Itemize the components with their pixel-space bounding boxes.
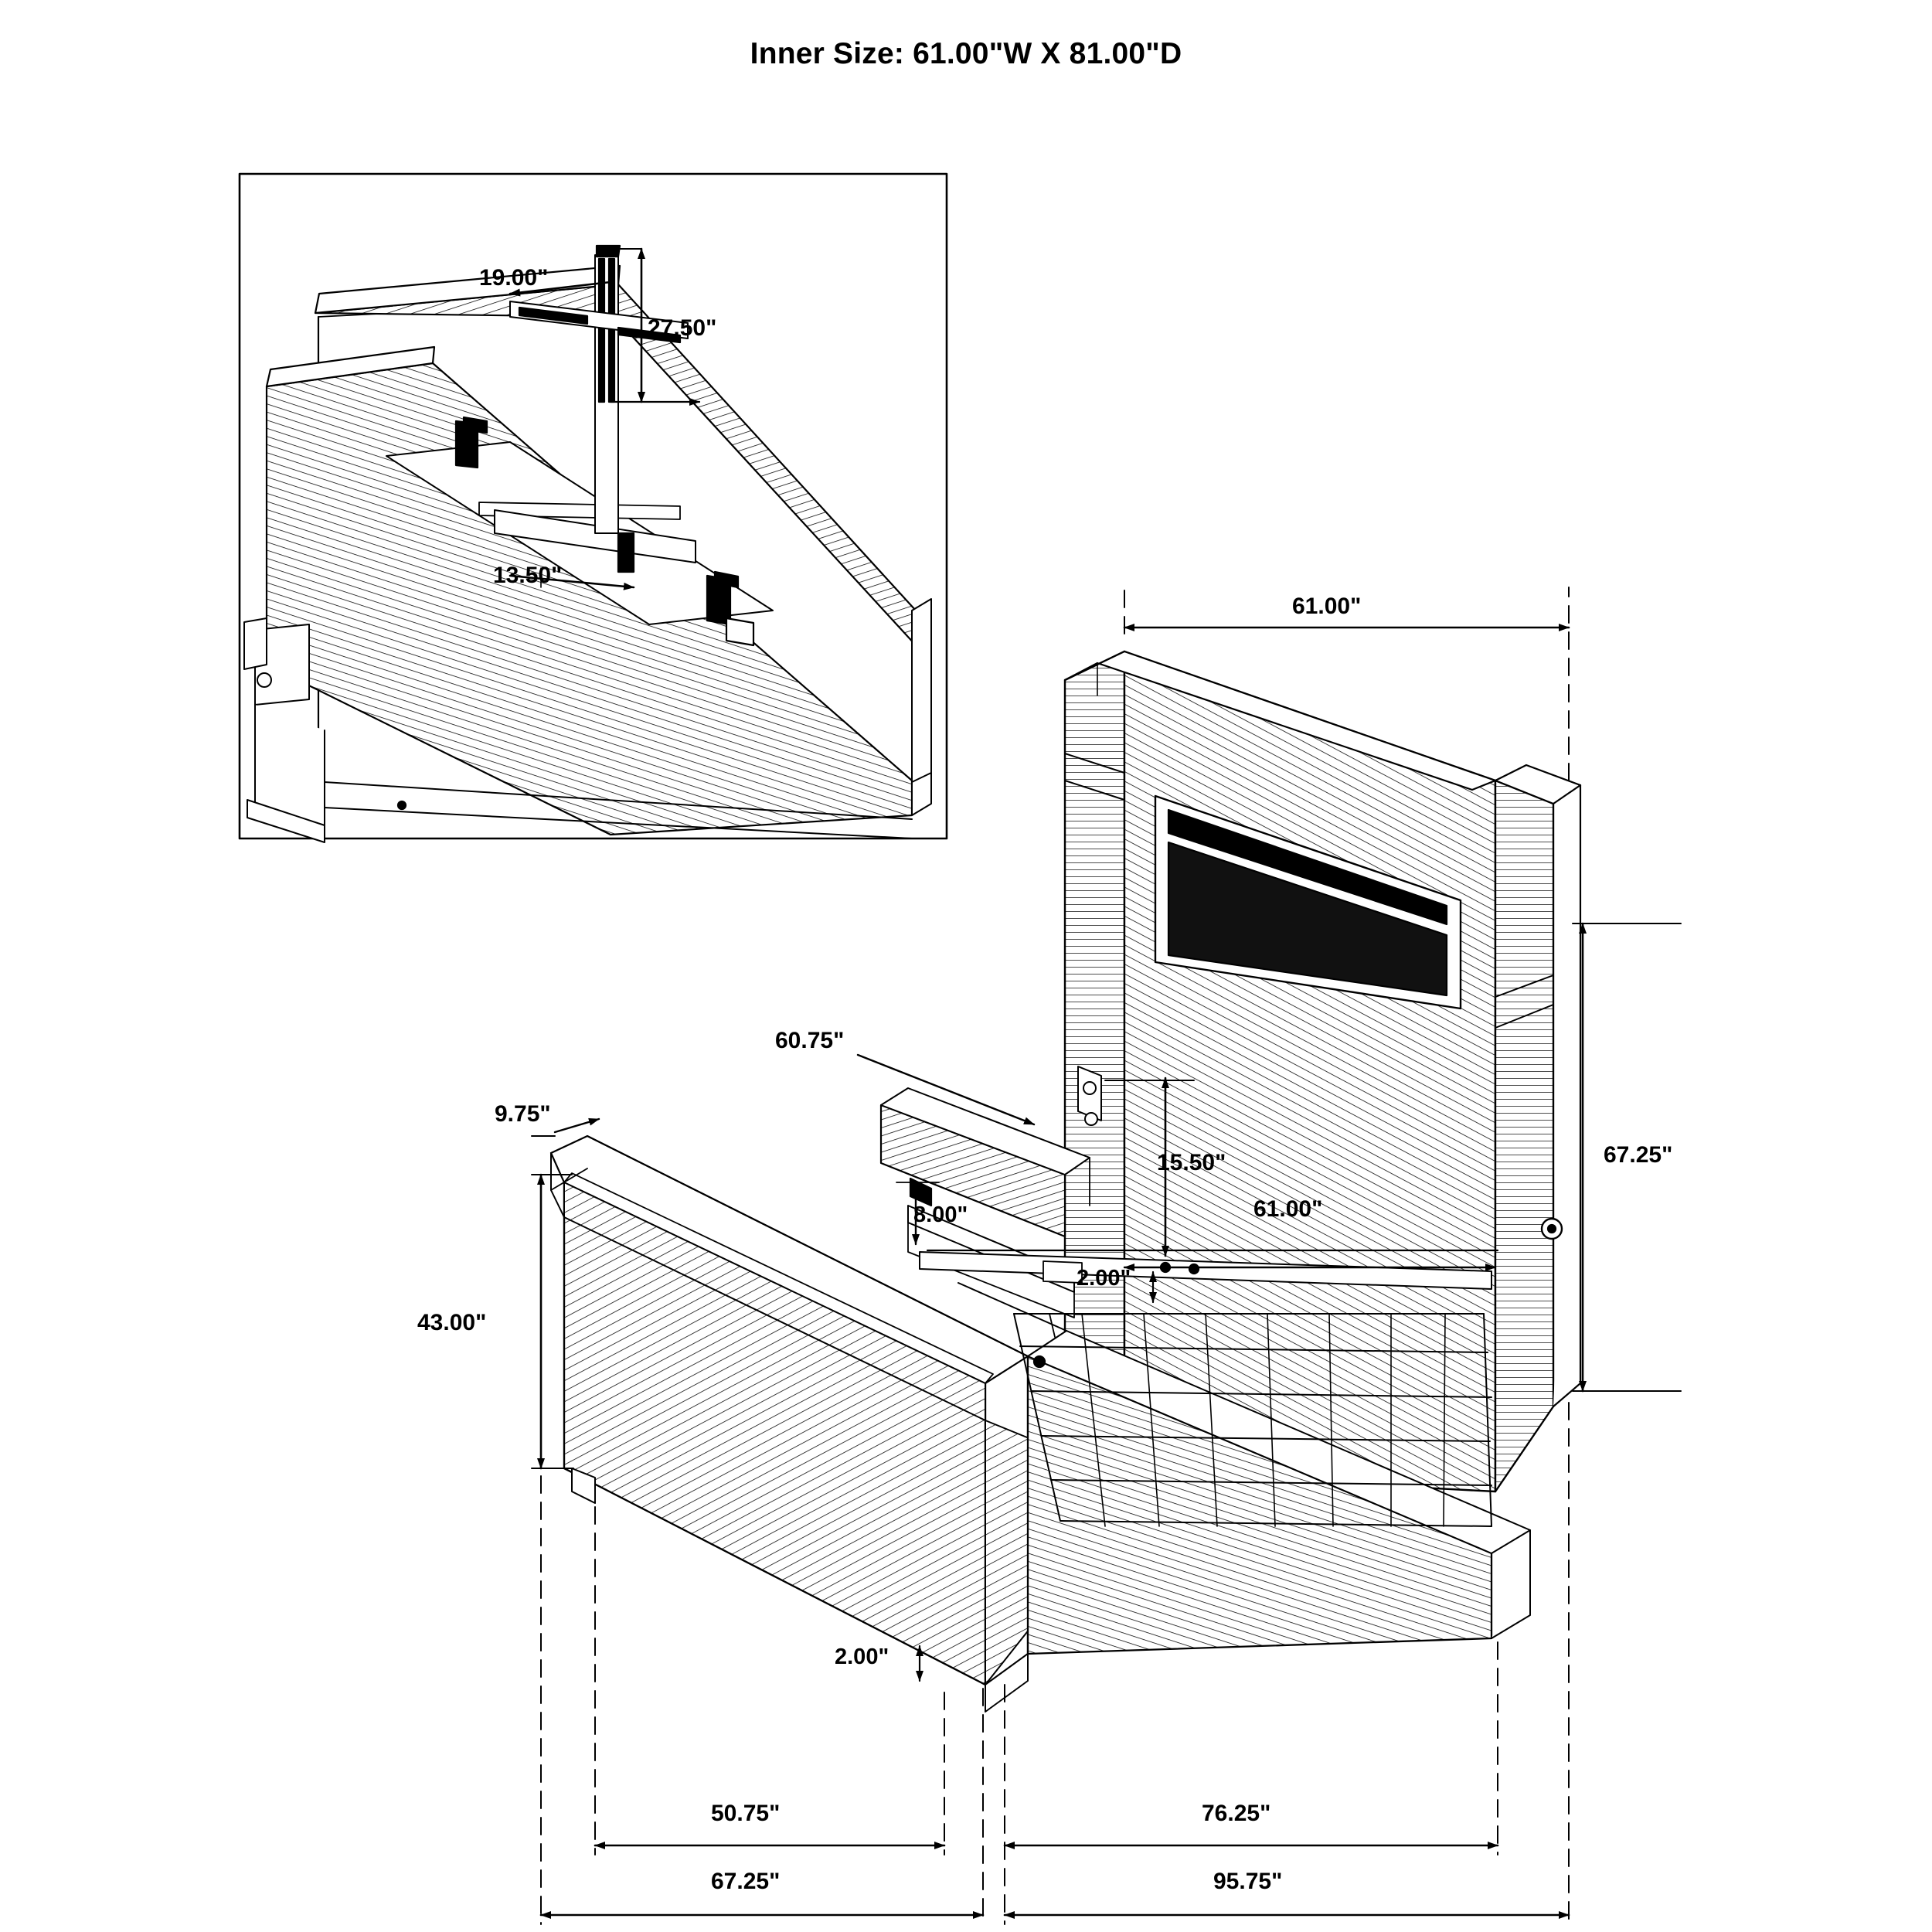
dimension-label-13-50: 13.50" — [493, 563, 563, 588]
dimension-label-2-00-upper: 2.00" — [1077, 1266, 1131, 1291]
dimension-label-67-25-right: 67.25" — [1604, 1142, 1673, 1168]
dimension-label-61-mid: 61.00" — [1253, 1196, 1323, 1222]
dimension-label-76-25: 76.25" — [1202, 1801, 1271, 1826]
dimension-label-61-top: 61.00" — [1292, 594, 1362, 619]
page-title: Inner Size: 61.00"W X 81.00"D — [750, 37, 1182, 70]
dimension-label-27-50: 27.50" — [648, 315, 717, 341]
dimension-label-67-25-bottom: 67.25" — [711, 1869, 781, 1894]
dimension-label-19: 19.00" — [479, 265, 549, 291]
dimension-label-8-00: 8.00" — [913, 1202, 968, 1227]
dimension-label-15-50: 15.50" — [1157, 1150, 1226, 1175]
dimension-label-9-75: 9.75" — [495, 1101, 551, 1127]
dimension-label-43-00: 43.00" — [417, 1310, 487, 1335]
dimension-label-2-00-lower: 2.00" — [835, 1645, 889, 1669]
dimension-label-50-75: 50.75" — [711, 1801, 781, 1826]
dimension-label-60-75: 60.75" — [775, 1028, 845, 1053]
dimension-label-95-75: 95.75" — [1213, 1869, 1283, 1894]
